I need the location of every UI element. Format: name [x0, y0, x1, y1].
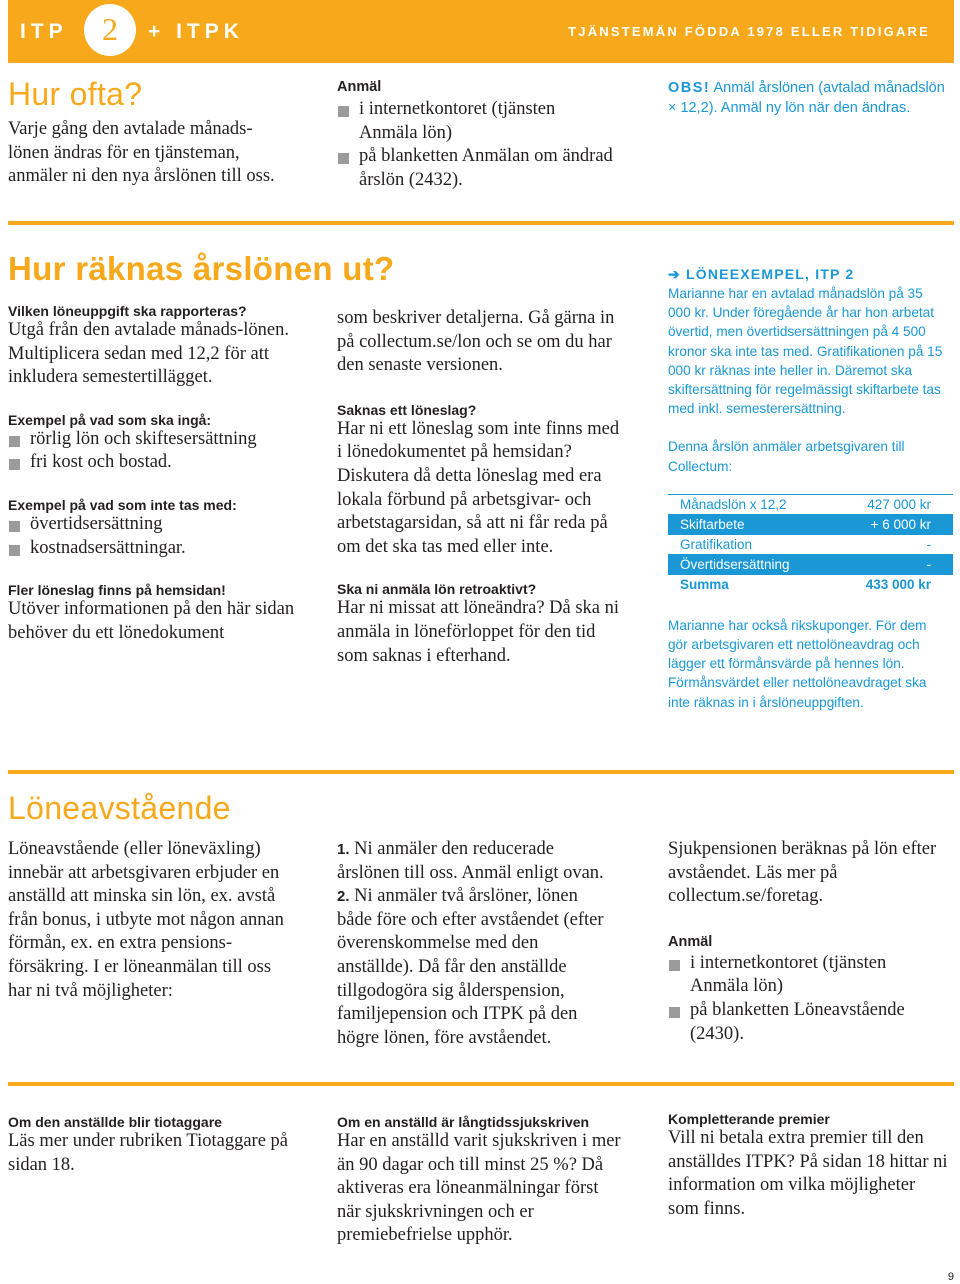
ex-out-label: Exempel på vad som inte tas med: — [8, 496, 237, 513]
row-value: + 6 000 kr — [828, 514, 953, 534]
q1-label: Vilken löneuppgift ska rapporteras? — [8, 303, 247, 319]
example-heading — [668, 264, 953, 284]
sjukskriven-text: Har en anställd varit sjukskriven i mer än 90 dagar och till minst 25 %? Då aktiveras era löneanmälningar först när sjukskrivningen och er premiebefrielse upphör. — [337, 1131, 621, 1246]
col2-text: som beskriver detaljerna. Gå gärna in på collectum.se/lon och se om du har den senaste versionen. — [337, 308, 615, 376]
row-value: - — [828, 554, 953, 574]
anmal-list — [337, 98, 617, 192]
header-bar — [8, 0, 954, 63]
premier-label: Kompletterande premier — [668, 1111, 830, 1127]
hur-raknas-col1 — [8, 303, 308, 645]
page-number: 9 — [947, 1271, 954, 1283]
ex-out-item: övertidsersättning — [8, 513, 308, 537]
hur-raknas-title: Hur räknas årslönen ut? — [8, 250, 395, 287]
ex-out-item: kostnadsersättningar. — [8, 537, 308, 561]
anmal-item: i internetkontoret (tjänsten Anmäla lön) — [337, 98, 617, 145]
tiotaggare-label: Om den anställde blir tiotaggare — [8, 1114, 222, 1130]
row-value: 433 000 kr — [865, 576, 931, 592]
option-text: Ni anmäler två årslöner, lönen både före och efter avståendet (efter överenskommelse med den anställde). Då får den anställde tillgodogöra sig ålderspension, familjepension och ITPK på den högre lönen, före avståendet. — [337, 886, 604, 1048]
bottom-col1 — [8, 1114, 308, 1177]
option-number: 1. — [337, 841, 350, 858]
obs-text: Anmäl årslönen (avtalad månadslön × 12,2). Anmäl ny lön när den ändras. — [668, 80, 945, 116]
divider-rule — [8, 770, 954, 774]
hur-raknas-col2 — [337, 307, 627, 668]
row-label: Övertidsersättning — [668, 554, 828, 574]
table-row — [668, 574, 953, 594]
anmal-item: i internetkontoret (tjänsten Anmäla lön) — [668, 952, 948, 999]
ex-in-item: rörlig lön och skiftesersättning — [8, 428, 308, 452]
example-rikskuponger-text: Marianne har också rikskuponger. För dem gör arbetsgivaren ett nettolöneavdrag och lägger ett förmånsvärde på hennes lön. Förmånsvärdet eller nettolöneavdraget ska inte räknas in i årslöneuppgiften. — [668, 617, 927, 710]
row-label: Gratifikation — [668, 534, 828, 554]
example-table — [668, 494, 953, 594]
saknas-text: Har ni ett löneslag som inte finns med i lönedokumentet på hemsidan? Diskutera då detta löneslag med era lokala förbund på arbetsgivar- och arbetstagarsidan, så att ni får reda på om det ska tas med eller inte. — [337, 418, 620, 557]
retro-label: Ska ni anmäla lön retroaktivt? — [337, 581, 537, 598]
loneavstaende-options — [337, 838, 617, 1050]
divider-rule — [8, 221, 954, 225]
loneavstaende-title: Löneavstående — [8, 790, 231, 826]
example-text: Marianne har en avtalad månadslön på 35 000 kr. Under föregående år har hon arbetat övertid, men övertidsersättningen på 4 500 kronor ska inte tas med. Gratifikationen på 15 000 kr räknas inte heller in. Däremot ska skiftersättning för regelmässigt skiftarbete tas med inkl. semesterersättning. — [668, 286, 943, 417]
obs-note — [668, 78, 948, 118]
example-title: LÖNEEXEMPEL, ITP 2 — [686, 266, 855, 282]
sjukpension-text: Sjukpensionen beräknas på lön efter avståendet. Läs mer på collectum.se/foretag. — [668, 839, 937, 907]
table-row — [668, 534, 953, 554]
anmal-label: Anmäl — [337, 79, 382, 95]
anmal-list — [668, 952, 948, 1046]
header-itpk: + ITPK — [148, 20, 244, 43]
option-1 — [337, 838, 617, 885]
ex-out-list — [8, 513, 308, 560]
hur-ofta-title: Hur ofta? — [8, 76, 143, 112]
bottom-col3 — [668, 1111, 953, 1221]
row-value: - — [828, 534, 953, 554]
row-label: Summa — [680, 576, 729, 592]
anmal-item: på blanketten Anmälan om ändrad årslön (2432). — [337, 145, 617, 192]
fler-text: Utöver informationen på den här sidan behöver du ett lönedokument — [8, 599, 295, 643]
option-number: 2. — [337, 888, 350, 906]
divider-rule — [8, 1082, 954, 1086]
ex-in-list — [8, 428, 308, 475]
table-row — [668, 514, 953, 534]
lone-example — [668, 264, 953, 712]
ex-in-label: Exempel på vad som ska ingå: — [8, 411, 212, 428]
header-subtitle: TJÄNSTEMÄN FÖDDA 1978 ELLER TIDIGARE — [568, 24, 930, 39]
header-itp: ITP — [20, 20, 68, 43]
loneavstaende-col3 — [668, 838, 948, 1046]
header-itp-number: 2 — [102, 11, 118, 47]
tiotaggare-text: Läs mer under rubriken Tiotaggare på sidan 18. — [8, 1131, 288, 1175]
retro-text: Har ni missat att löneändra? Då ska ni anmäla in löneförloppet för den tid som saknas i efterhand. — [337, 598, 620, 666]
row-value: 427 000 kr — [828, 494, 953, 514]
ex-in-item: fri kost och bostad. — [8, 451, 308, 475]
example-collectum-text: Denna årslön anmäler arbetsgivaren till Collectum: — [668, 439, 905, 474]
row-label: Skiftarbete — [668, 514, 828, 534]
arrow-right-icon: ➔ — [668, 266, 681, 282]
table-row — [668, 494, 953, 514]
header-itp-number-circle — [84, 4, 136, 56]
anmal-label: Anmäl — [668, 933, 713, 950]
q1-text: Utgå från den avtalade månads-lönen. Multiplicera sedan med 12,2 för att inkludera semestertillägget. — [8, 320, 289, 388]
bottom-col2 — [337, 1114, 632, 1248]
table-row — [668, 554, 953, 574]
premier-text: Vill ni betala extra premier till den anställdes ITPK? På sidan 18 hittar ni information om vilka möjligheter som finns. — [668, 1128, 948, 1219]
option-2 — [337, 885, 617, 1050]
hur-ofta-anmal — [337, 76, 617, 192]
fler-label: Fler löneslag finns på hemsidan! — [8, 582, 226, 599]
obs-label: OBS! — [668, 80, 711, 96]
loneavstaende-text: Löneavstående (eller löneväxling) innebär att arbetsgivaren erbjuder en anställd att minska sin lön, ex. avstå från bonus, i utbyte mot någon annan förmån, ex. en extra pensions-försäkring. I er löneanmälan till oss har ni två möjligheter: — [8, 839, 284, 1001]
hur-ofta-text: Varje gång den avtalade månads-lönen ändras för en tjänsteman, anmäler ni den nya årslönen till oss. — [8, 119, 275, 187]
sjukskriven-label: Om en anställd är långtidssjukskriven — [337, 1114, 590, 1130]
option-text: Ni anmäler den reducerade årslönen till oss. Anmäl enligt ovan. — [337, 839, 604, 883]
saknas-label: Saknas ett löneslag? — [337, 401, 477, 418]
anmal-item: på blanketten Löneavstående (2430). — [668, 999, 948, 1046]
row-label: Månadslön x 12,2 — [668, 494, 828, 514]
